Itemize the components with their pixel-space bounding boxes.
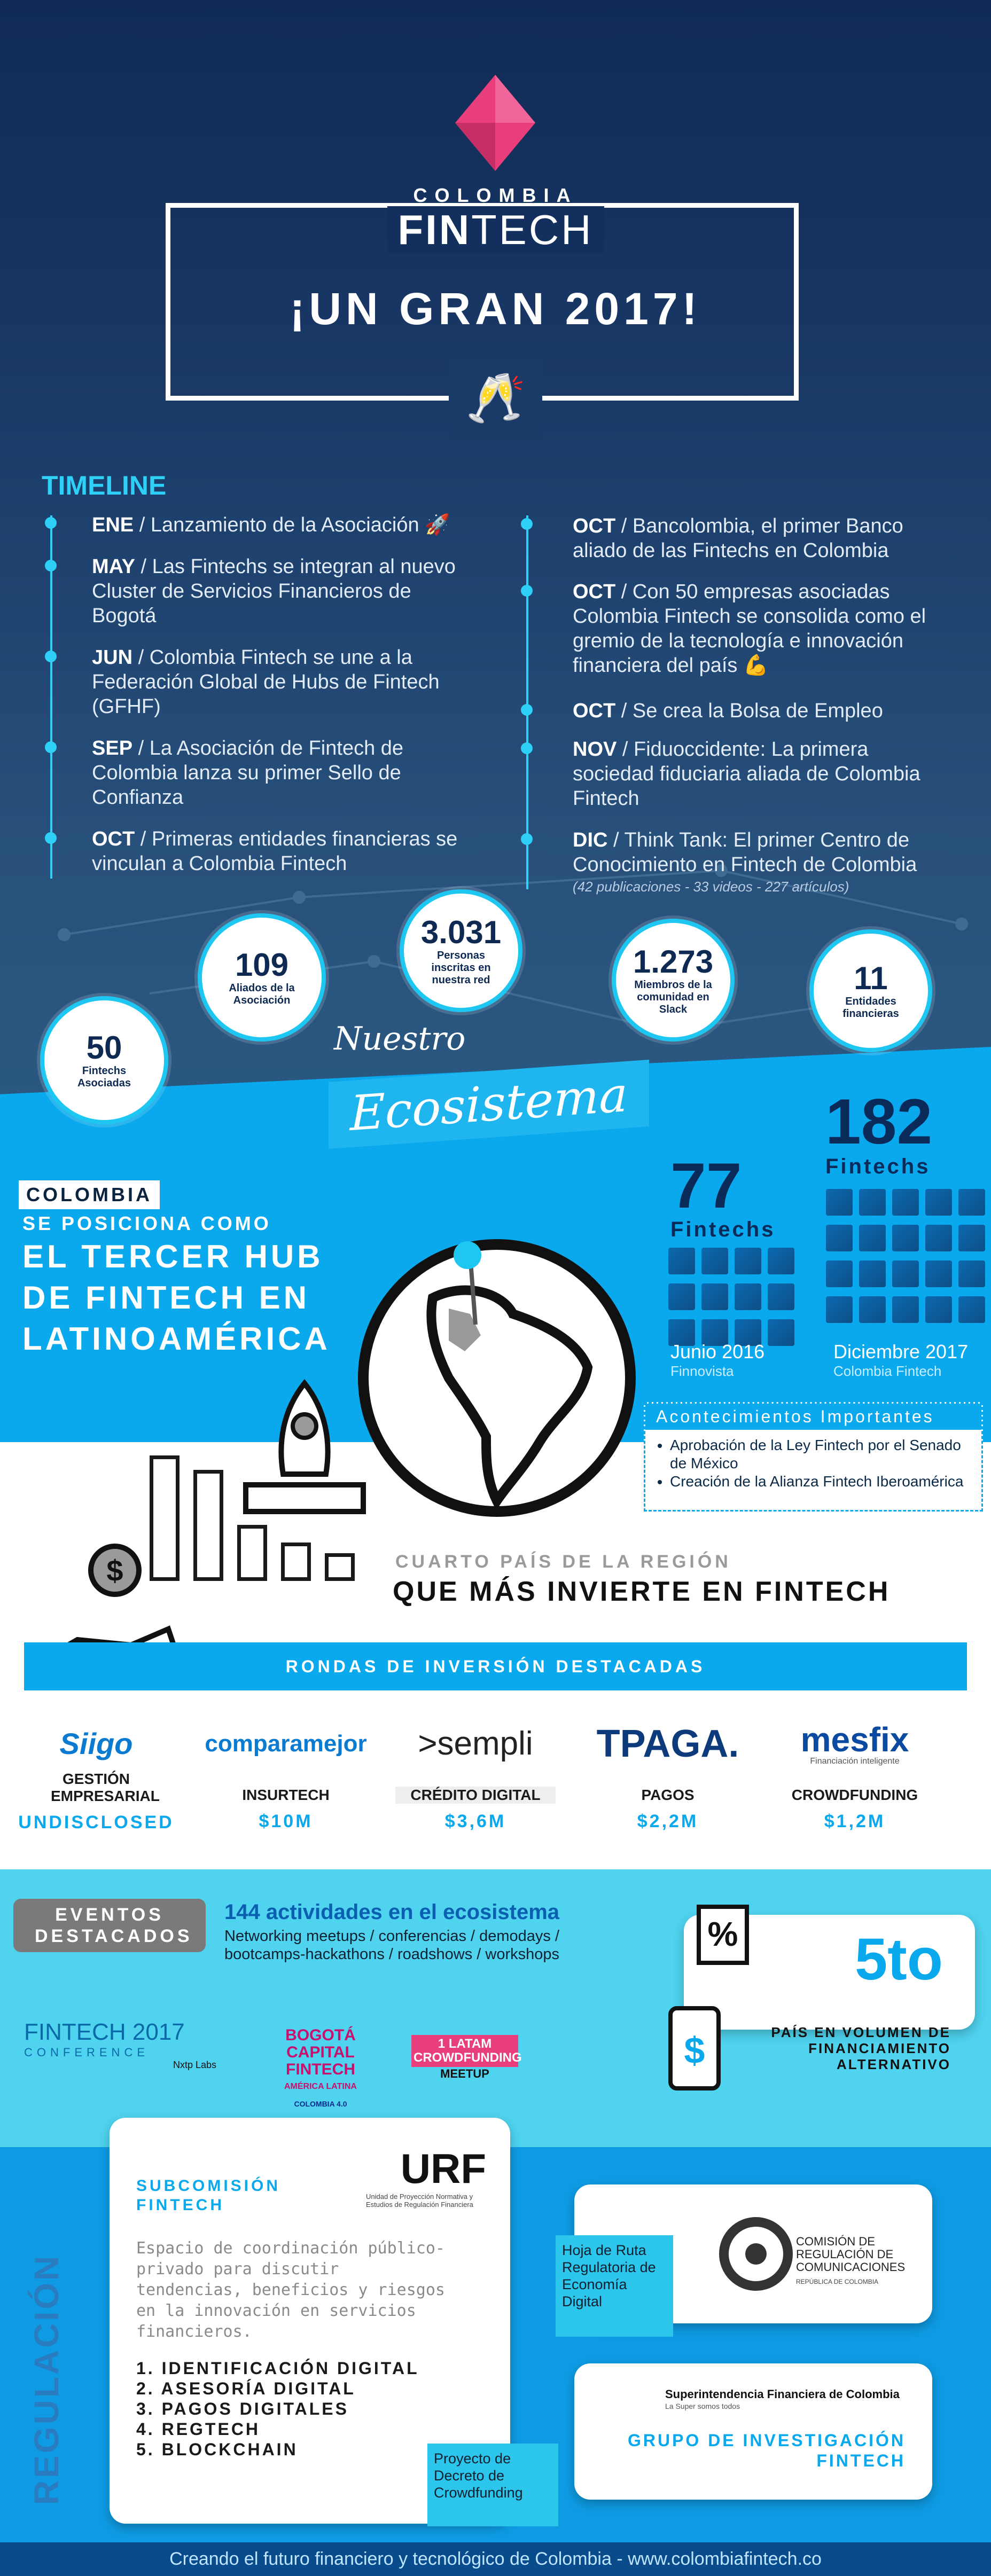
cheers-icon: 🥂 [449,358,542,438]
stat-182-label: Fintechs [825,1155,931,1178]
comparamejor-logo: comparamejor [205,1731,367,1757]
timeline-dot [45,560,57,571]
rocket-icon [892,1296,919,1323]
timeline-note: (42 publicaciones - 33 videos - 227 artículos) [573,879,849,895]
rocket-icon [735,1283,761,1310]
brand-category: GESTIÓN EMPRESARIAL [51,1771,160,1804]
brand-tpaga [582,1722,753,1832]
mobile-dollar-icon [665,2006,724,2091]
diamond-logo-icon [455,75,535,171]
rocket-icon [668,1248,695,1274]
chart-bar [325,1553,355,1581]
brand-category: PAGOS [641,1787,695,1803]
eventos-tag-line2: DESTACADOS [35,1926,193,1946]
brand-amount: $2,2M [637,1811,699,1831]
rocket-icon [925,1189,952,1216]
brand-amount: $1,2M [824,1811,886,1831]
timeline-dot [45,517,57,529]
rocket-icon [826,1296,853,1323]
urf-list: 1. IDENTIFICACIÓN DIGITAL 2. ASESORÍA DIGITAL 3. PAGOS DIGITALES 4. REGTECH 5. BLOCKCHAIN [136,2359,419,2459]
timeline-dot [521,518,533,530]
timeline-dot [45,832,57,844]
sfc-title: GRUPO DE INVESTIGACIÓN FINTECH [627,2431,906,2470]
rocket-icon [859,1296,886,1323]
rocket-icon [892,1260,919,1287]
rocket-icon [668,1283,695,1310]
timeline-title: TIMELINE [42,471,167,500]
brand-category: INSURTECH [242,1787,330,1803]
stat-bubble-personas: 3.031 Personas inscritas en nuestra red [400,889,522,1012]
brand-wordmark [0,206,991,254]
footer: Creando el futuro financiero y tecnológico de Colombia - www.colombiafintech.co [0,2542,991,2576]
acontecimiento-item: • Aprobación de la Ley Fintech por el Senado de México [670,1436,976,1473]
brand-amount: $3,6M [444,1811,506,1831]
event-logo-fintech2017: FINTECH 2017 CONFERENCE Nxtp Labs [24,2019,216,2070]
rocket-icon [859,1189,886,1216]
ecosistema-title: Ecosistema [329,1060,649,1149]
urf-description: Espacio de coordinación público-privado para discutir tendencias, beneficios y riesgos en la innovación en servicios financieros. [136,2239,445,2341]
siigo-logo: Siigo [59,1727,133,1760]
rocket-icon [701,1248,728,1274]
south-america-globe-icon [353,1234,641,1522]
stat-182-value: 182 [825,1086,933,1157]
rocket-icon [892,1225,919,1251]
acontecimientos-title: Acontecimientos Importantes [645,1404,981,1430]
mesfix-tagline: Financiación inteligente [810,1757,900,1766]
eventos-headline: 144 actividades en el ecosistema [224,1900,560,1924]
decreto-folder: Proyecto de Decreto de Crowdfunding [427,2444,558,2526]
crc-folder: Hoja de Ruta Regulatoria de Economía Digital [556,2235,673,2337]
chart-bar [281,1543,311,1581]
crc-name: COMISIÓN DE REGULACIÓN DE COMUNICACIONES [796,2235,906,2274]
tpaga-logo: TPAGA. [596,1722,739,1765]
brand-sempli [395,1722,556,1832]
stat-bubble-slack: 1.273 Miembros de la comunidad en Slack [612,919,735,1042]
eventos-tag [13,1899,206,1952]
date-2016: Junio 2016 [670,1341,765,1363]
rocket-icon [925,1260,952,1287]
rocket-icon [768,1319,794,1346]
crc-sub: REPÚBLICA DE COLOMBIA [796,2278,879,2285]
urf-logo-sub: Unidad de Proyección Normativa y Estudios de Regulación Financiera [366,2193,473,2209]
timeline-dot [45,651,57,662]
rocket-icon [958,1189,985,1216]
timeline-item-right-5: DIC / Think Tank: El primer Centro de Conocimiento en Fintech de Colombia [573,829,917,876]
rondas-banner: RONDAS DE INVERSIÓN DESTACADAS [24,1642,967,1690]
hub-line-2: DE FINTECH EN [22,1280,310,1316]
eventos-tag-line1: EVENTOS [55,1905,164,1925]
source-2016: Finnovista [670,1363,734,1379]
acontecimiento-item: • Creación de la Alianza Fintech Iberoamérica [670,1473,976,1491]
rocket-icon [958,1260,985,1287]
rocket-icon [859,1225,886,1251]
rocket-icon [826,1225,853,1251]
timeline-item-right-4: NOV / Fiduoccidente: La primera sociedad fiduciaria aliada de Colombia Fintech [573,738,920,810]
hub-line-1: EL TERCER HUB [22,1239,324,1274]
urf-logo: URF [400,2145,486,2192]
inversion-subtitle: CUARTO PAÍS DE LA REGIÓN [395,1552,731,1572]
mesfix-logo: mesfix [800,1720,909,1759]
brand-siigo [11,1722,182,1833]
sempli-logo: >sempli [418,1725,533,1762]
timeline-dot [521,742,533,754]
brand-category: CRÉDITO DIGITAL [395,1787,556,1804]
date-2017: Diciembre 2017 [833,1341,969,1363]
headline: ¡UN GRAN 2017! [290,284,701,334]
rocket-icon [826,1189,853,1216]
timeline-dot [521,833,533,845]
svg-text:%: % [707,1915,738,1953]
timeline-dot [521,704,533,716]
percent-receipt-icon [693,1904,752,1968]
quinto-value: 5to [855,1927,943,1992]
timeline-item-left-5: OCT / Primeras entidades financieras se vinculan a Colombia Fintech [92,828,458,875]
crc-logo-icon [719,2206,793,2302]
rocket-icon [701,1283,728,1310]
hub-subtitle: SE POSICIONA COMO [22,1212,271,1234]
brand-top-text: COLOMBIA [413,184,578,206]
rocket-icon [958,1296,985,1323]
stat-77-label: Fintechs [670,1218,776,1241]
stat-77-value: 77 [670,1150,742,1222]
rocket-icon [925,1296,952,1323]
svg-text:$: $ [106,1554,123,1587]
brand-tech: TECH [471,206,594,253]
acontecimientos-box [644,1402,983,1512]
event-logo-crowdfunding: 1 LATAM CROWDFUNDING MEETUP [411,2035,518,2081]
timeline-item-left-4: SEP / La Asociación de Fintech de Colombia lanza su primer Sello de Confianza [92,737,404,809]
chart-bar [193,1470,223,1581]
inversion-title: QUE MÁS INVIERTE EN FINTECH [393,1576,891,1607]
hub-line-3: LATINOAMÉRICA [22,1321,331,1357]
event-logo-bogota: BOGOTÁ CAPITAL FINTECH AMÉRICA LATINA COLOMBIA 4.0 [284,2026,357,2108]
quinto-text: PAÍS EN VOLUMEN DE FINANCIAMIENTO ALTERNATIVO [771,2024,951,2072]
stat-bubble-entidades: 11 Entidades financieras [809,929,932,1052]
rocket-icon [892,1189,919,1216]
rocket-icon [735,1248,761,1274]
brand-amount: UNDISCLOSED [18,1812,174,1833]
sfc-name: Superintendencia Financiera de Colombia [665,2387,900,2401]
sfc-card [574,2363,932,2500]
rocket-icon [768,1248,794,1274]
timeline-item-left-3: JUN / Colombia Fintech se une a la Federación Global de Hubs de Fintech (GFHF) [92,646,440,718]
brand-mesfix [769,1722,940,1832]
rocket-grid-2016 [665,1244,804,1352]
urf-title: SUBCOMISIÓN FINTECH [136,2177,281,2214]
timeline-item-left-1: ENE / Lanzamiento de la Asociación 🚀 [92,514,450,536]
brand-fin: FIN [397,206,472,253]
svg-text:$: $ [684,2030,705,2071]
rocket-launch-icon [235,1378,374,1517]
regulacion-vertical: REGULACIÓN [27,2253,66,2505]
nuestro-label: Nuestro [334,1020,466,1058]
brand-category: CROWDFUNDING [791,1787,918,1803]
timeline-dot [45,741,57,753]
chart-bar [237,1525,267,1581]
timeline-item-right-1: OCT / Bancolombia, el primer Banco aliado de las Fintechs en Colombia [573,515,903,562]
rocket-icon [859,1260,886,1287]
brand-comparamejor [198,1722,374,1832]
rocket-grid-2017 [823,1186,991,1329]
stat-bubble-aliados: 109 Aliados de la Asociación [198,913,326,1042]
stat-bubble-asociadas: 50 Fintechs Asociadas [40,996,168,1124]
rocket-icon [768,1283,794,1310]
colombia-tag: COLOMBIA [19,1180,160,1209]
rocket-icon [925,1225,952,1251]
eventos-detail: Networking meetups / conferencias / demodays / bootcamps-hackathons / roadshows / workshops [224,1928,560,1963]
timeline-item-right-2: OCT / Con 50 empresas asociadas Colombia Fintech se consolida como el gremio de la tecnología e innovación financiera del país 💪 [573,581,926,677]
sfc-sub: La Super somos todos [665,2402,740,2410]
timeline-dot [521,585,533,597]
brand-amount: $10M [259,1811,313,1831]
timeline-item-right-3: OCT / Se crea la Bolsa de Empleo [573,700,883,722]
rocket-icon [958,1225,985,1251]
rocket-icon [826,1260,853,1287]
source-2017: Colombia Fintech [833,1363,942,1379]
timeline-item-left-2: MAY / Las Fintechs se integran al nuevo Cluster de Servicios Financieros de Bogotá [92,555,456,627]
